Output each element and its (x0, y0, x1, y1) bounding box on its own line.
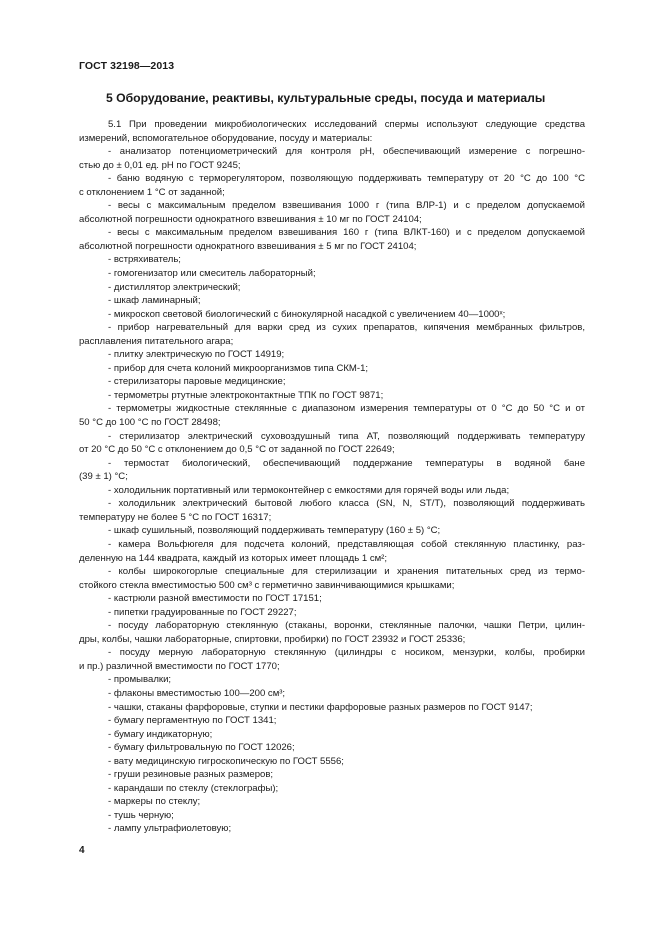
text-line: - чашки, стаканы фарфоровые, ступки и пестики фарфоровые разных размеров по ГОСТ 9147; (108, 701, 533, 713)
text-line: стойкого стекла вместимостью 500 см³ с герметично завинчивающимися крышками; (79, 579, 455, 591)
standard-header: ГОСТ 32198—2013 (79, 60, 175, 72)
text-line: - карандаши по стеклу (стеклографы); (108, 782, 279, 794)
text-line: - плитку электрическую по ГОСТ 14919; (108, 349, 285, 361)
section-body (79, 118, 585, 836)
page-number: 4 (79, 845, 85, 856)
text-line: - груши резиновые разных размеров; (108, 769, 274, 781)
text-line: температуру не более 5 °С по ГОСТ 16317; (79, 511, 272, 523)
text-line: - весы с максимальным пределом взвешивания 1000 г (типа ВЛР-1) и с пределом допускаемой (108, 200, 585, 212)
text-line: - стерилизатор электрический суховоздушный типа АТ, позволяющий поддерживать температуру (108, 430, 585, 442)
text-line: - встряхиватель; (108, 254, 181, 266)
text-line: - промывалки; (108, 674, 172, 686)
text-line: - баню водяную с терморегулятором, позволяющую поддерживать температуру от 20 °С до 100 °С (108, 173, 585, 185)
text-line: - кастрюли разной вместимости по ГОСТ 17151; (108, 593, 322, 605)
text-line: - термостат биологический, обеспечивающий поддержание температуры в водяной бане (108, 457, 585, 469)
text-line: 50 °С до 100 °С по ГОСТ 28498; (79, 417, 221, 429)
text-line: 5.1 При проведении микробиологических исследований спермы используют следующие средства (108, 119, 585, 130)
text-line: и пр.) различной вместимости по ГОСТ 1770; (79, 660, 280, 672)
text-line: - гомогенизатор или смеситель лабораторный; (108, 268, 316, 280)
text-line: - термометры ртутные электроконтактные ТПК по ГОСТ 9871; (108, 389, 384, 401)
text-line: - бумагу пергаментную по ГОСТ 1341; (108, 715, 277, 727)
text-line: стью до ± 0,01 ед. рН по ГОСТ 9245; (79, 159, 241, 171)
text-line: - микроскоп световой биологический с бинокулярной насадкой с увеличением 40—1000ˣ; (108, 308, 506, 320)
text-line: - флаконы вместимостью 100—200 см³; (108, 687, 286, 699)
text-line: дры, колбы, чашки лабораторные, спиртовки, пробирки) по ГОСТ 23932 и ГОСТ 25336; (79, 633, 466, 645)
text-line: деленную на 144 квадрата, каждый из которых имеет площадь 1 см²; (79, 552, 387, 564)
text-line: измерений, вспомогательное оборудование, посуду и материалы: (79, 132, 373, 144)
text-line: - колбы широкогорлые специальные для стерилизации и хранения питательных сред из термо- (108, 566, 585, 578)
text-line: - холодильник портативный или термоконтейнер с емкостями для горячей воды или льда; (108, 484, 510, 496)
text-line: - маркеры по стеклу; (108, 796, 201, 808)
text-line: - пипетки градуированные по ГОСТ 29227; (108, 606, 297, 618)
text-line: - анализатор потенциометрический для контроля рН, обеспечивающий измерение с погрешно- (108, 146, 585, 158)
text-line: - вату медицинскую гигроскопическую по ГОСТ 5556; (108, 755, 344, 767)
text-line: - термометры жидкостные стеклянные с диапазоном измерения температуры от 0 °С до 50 °С и от (108, 403, 585, 415)
text-line: - тушь черную; (108, 809, 174, 821)
text-line: с отклонением 1 °С от заданной; (79, 186, 225, 198)
text-line: - прибор для счета колоний микроорганизмов типа СКМ-1; (108, 362, 369, 374)
text-line: - стерилизаторы паровые медицинские; (108, 376, 286, 388)
text-line: - камера Вольфюгеля для подсчета колоний, представляющая собой стеклянную пластинку, раз- (108, 538, 585, 550)
text-line: - бумагу фильтровальную по ГОСТ 12026; (108, 742, 295, 754)
text-line: - шкаф сушильный, позволяющий поддерживать температуру (160 ± 5) °С; (108, 525, 441, 537)
text-line: - посуду лабораторную стеклянную (стаканы, воронки, стеклянные палочки, чашки Петри, цилин- (108, 620, 585, 632)
text-line: - шкаф ламинарный; (108, 295, 201, 307)
text-line: абсолютной погрешности однократного взвешивания ± 10 мг по ГОСТ 24104; (79, 213, 422, 225)
text-line: - лампу ультрафиолетовую; (108, 823, 232, 835)
text-line: - весы с максимальным пределом взвешивания 160 г (типа ВЛКТ-160) и с пределом допускаемой (108, 227, 585, 239)
text-line: - прибор нагревательный для варки сред из сухих препаратов, кипячения мембранных фильтров, (108, 322, 585, 334)
text-line: от 20 °С до 50 °С с отклонением до 0,5 °С от заданной по ГОСТ 22649; (79, 444, 395, 456)
text-line: - дистиллятор электрический; (108, 281, 241, 293)
text-line: расплавления питательного агара; (79, 335, 234, 347)
text-line: - бумагу индикаторную; (108, 728, 213, 740)
text-line: - посуду мерную лабораторную стеклянную (цилиндры с носиком, мензурки, колбы, пробирки (108, 647, 585, 659)
text-line: (39 ± 1) °С; (79, 471, 128, 483)
text-line: абсолютной погрешности однократного взвешивания ± 5 мг по ГОСТ 24104; (79, 240, 417, 252)
text-line: - холодильник электрический бытовой любого класса (SN, N, ST/T), позволяющий поддерживать (108, 498, 585, 510)
section-title: 5 Оборудование, реактивы, культуральные среды, посуда и материалы (106, 91, 546, 105)
